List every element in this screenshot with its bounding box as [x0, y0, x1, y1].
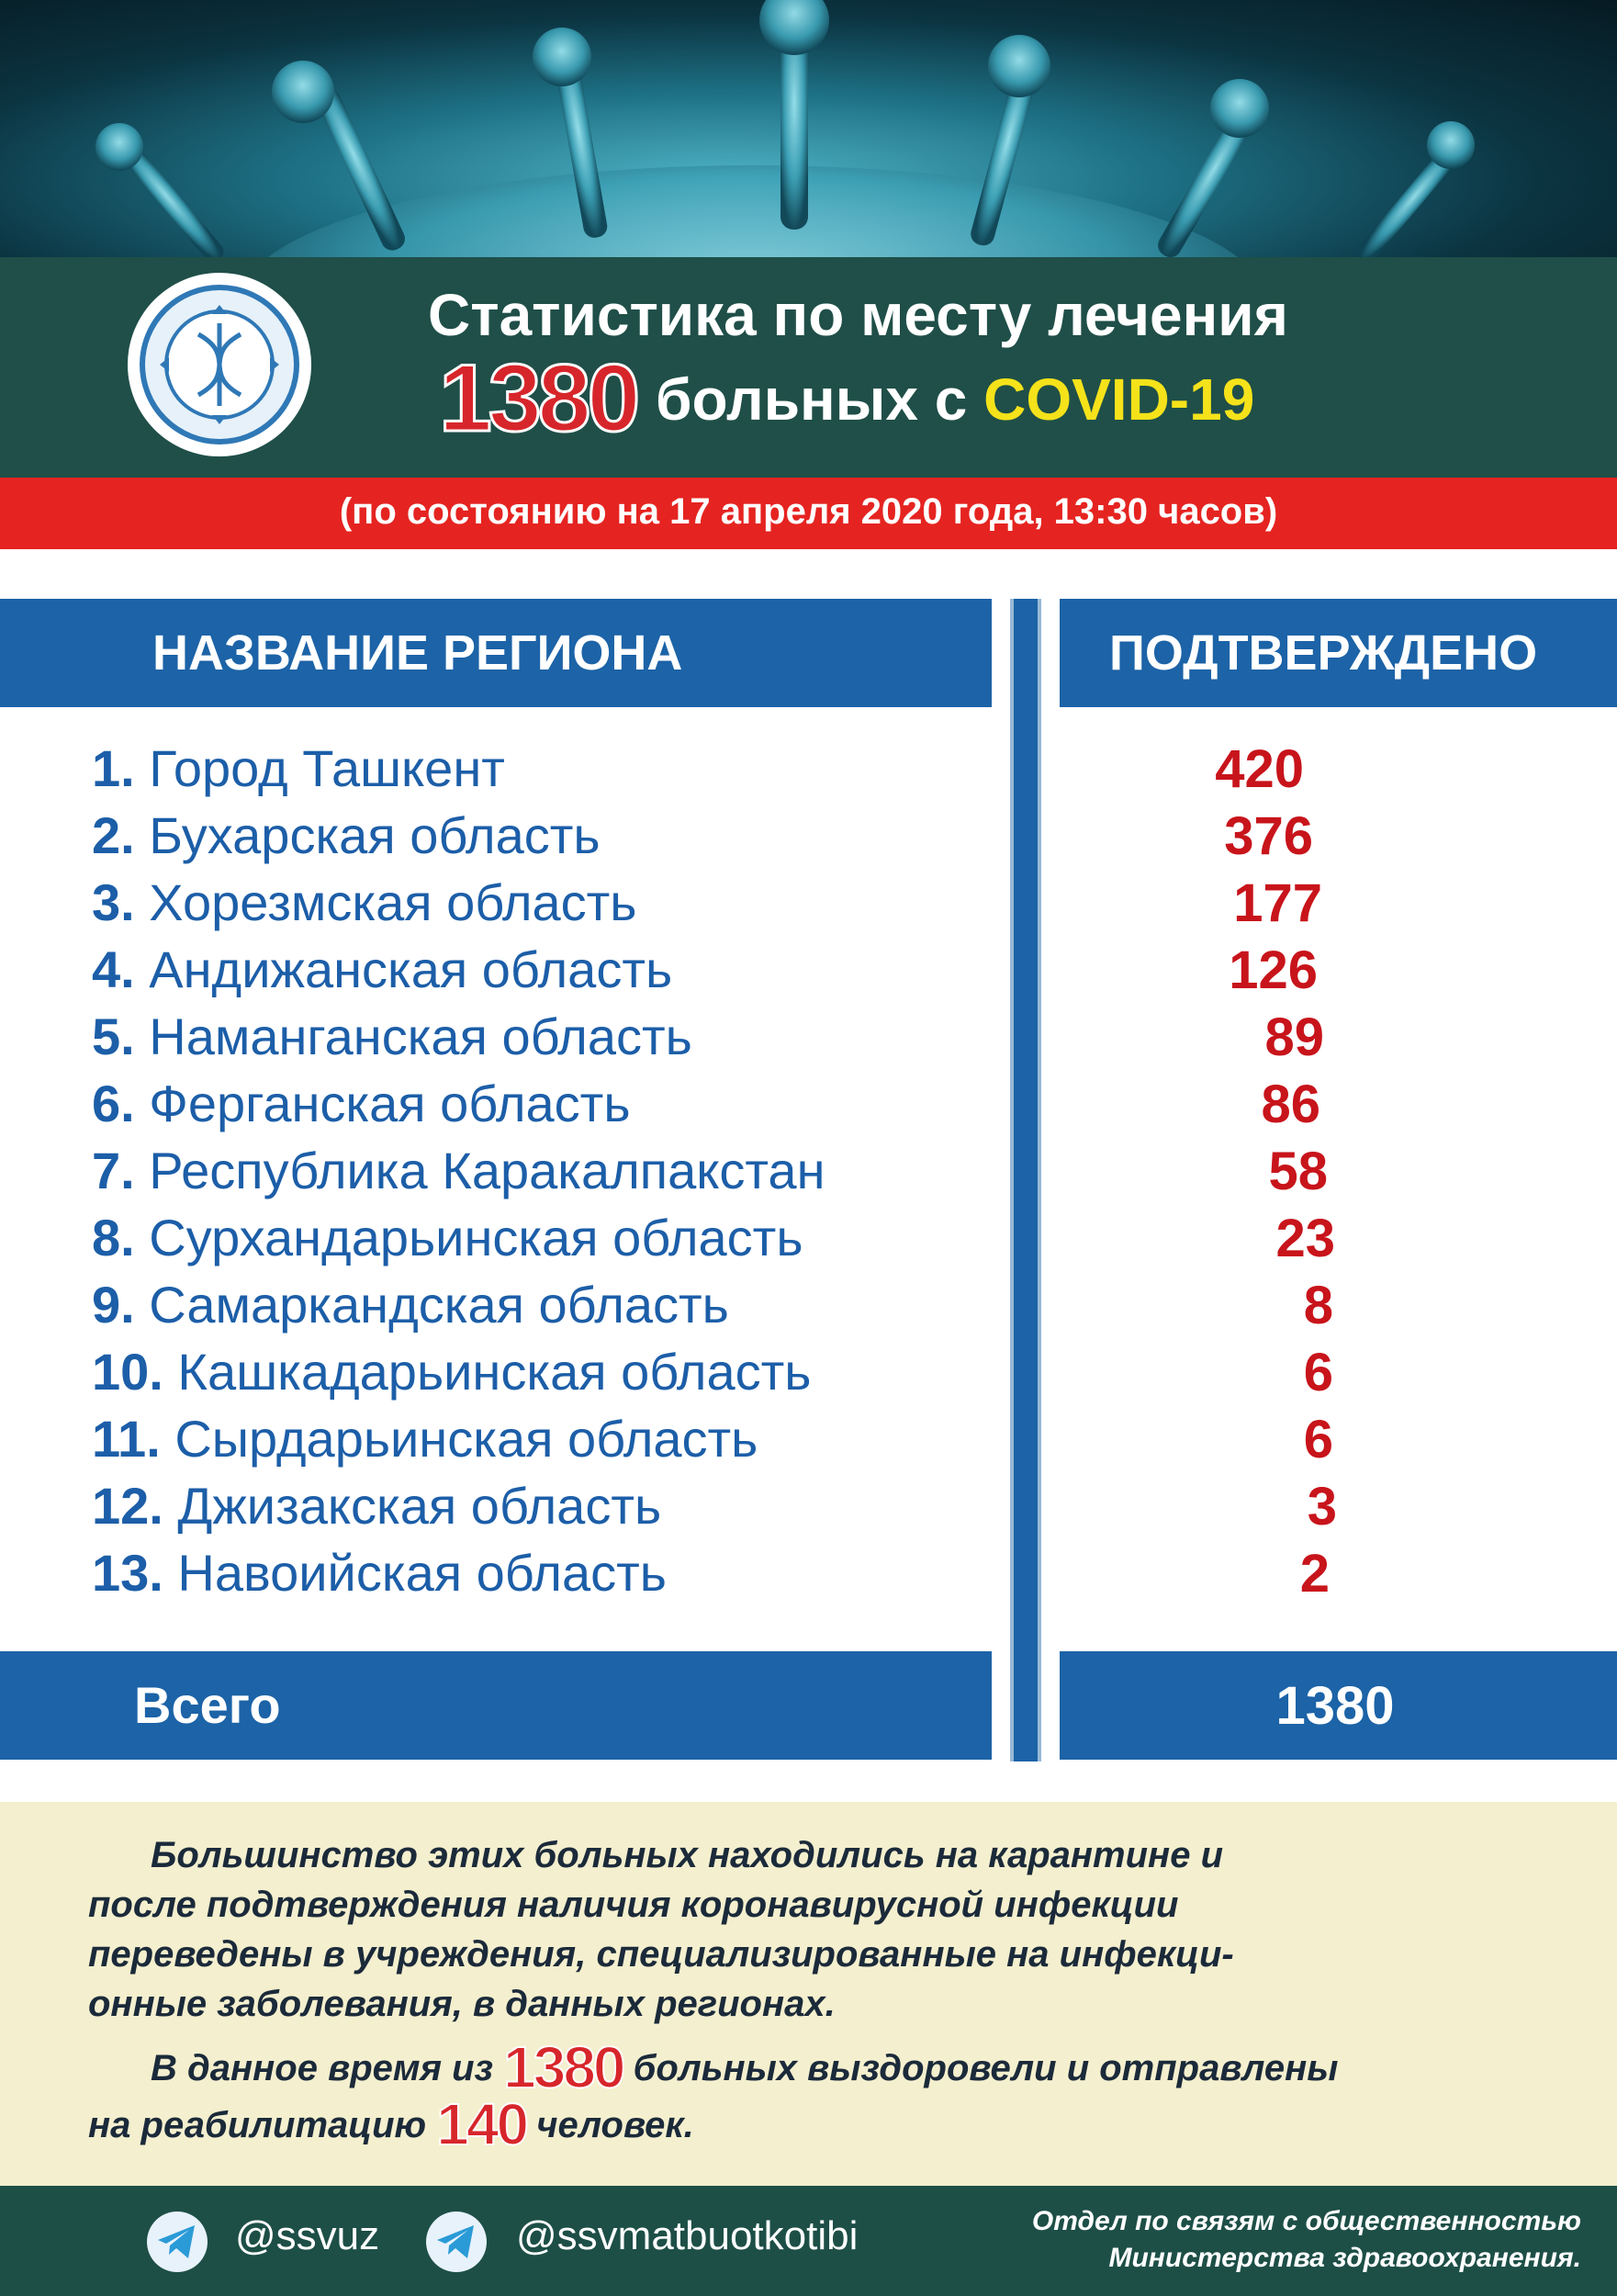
- row-number: 1.: [92, 739, 135, 797]
- region-row: [92, 1409, 758, 1469]
- region-name: Самаркандская область: [149, 1276, 729, 1334]
- region-value: 6: [1303, 1343, 1333, 1402]
- note-box: [0, 1802, 1617, 2186]
- region-name: Навоийская область: [177, 1544, 667, 1602]
- region-value: 8: [1303, 1276, 1333, 1335]
- date-text: (по состоянию на 17 апреля 2020 года, 13:30 часов): [339, 491, 1278, 532]
- row-number: 2.: [92, 806, 135, 864]
- region-value: 6: [1303, 1410, 1333, 1469]
- row-number: 7.: [92, 1142, 135, 1199]
- region-name: Джизакская область: [177, 1477, 662, 1535]
- region-row: [92, 1543, 667, 1603]
- note-line-1: Большинство этих больных находились на карантине и: [151, 1835, 1224, 1875]
- region-value: 3: [1307, 1477, 1337, 1536]
- dept-line-2: Министерства здравоохранения.: [1108, 2243, 1581, 2273]
- region-value: 89: [1264, 1007, 1324, 1067]
- note-line-6: [88, 2090, 694, 2158]
- region-name: Андижанская область: [149, 940, 673, 998]
- note-recovered-number: 140: [436, 2091, 527, 2157]
- region-value: 2: [1299, 1544, 1330, 1604]
- column-divider: [1010, 599, 1041, 1761]
- region-name: Сурхандарьинская область: [149, 1209, 803, 1266]
- region-row: [92, 805, 601, 865]
- region-row: [92, 1476, 661, 1536]
- header-confirmed-label: ПОДТВЕРЖДЕНО: [1109, 625, 1538, 681]
- row-number: 12.: [92, 1477, 163, 1535]
- note-line-6-a: на реабилитацию: [88, 2105, 437, 2145]
- title-line-2: [656, 366, 1254, 433]
- row-number: 6.: [92, 1075, 135, 1132]
- telegram-icon: [426, 2212, 487, 2272]
- region-row: [92, 1074, 631, 1133]
- row-number: 13.: [92, 1544, 163, 1602]
- region-name: Бухарская область: [149, 806, 601, 864]
- total-value: 1380: [1275, 1676, 1395, 1736]
- region-row: [92, 738, 505, 798]
- region-name: Наманганская область: [149, 1007, 692, 1065]
- total-value-bar: [1060, 1651, 1617, 1760]
- virus-hero-image: [0, 0, 1617, 257]
- total-label: Всего: [134, 1676, 281, 1734]
- ministry-logo: [99, 268, 340, 461]
- region-row: [92, 872, 636, 932]
- note-line-4: онные заболевания, в данных регионах.: [88, 1984, 836, 2024]
- region-row: [92, 940, 672, 999]
- title-covid: COVID-19: [983, 366, 1255, 433]
- region-row: [92, 1141, 825, 1200]
- header-confirmed: [1060, 599, 1617, 707]
- note-line-5-a: В данное время из: [151, 2048, 504, 2088]
- note-total-number: 1380: [503, 2034, 623, 2100]
- header-region: [0, 599, 992, 707]
- title-line-2-text: больных с: [656, 366, 984, 433]
- region-name: Республика Каракалпакстан: [149, 1142, 825, 1199]
- note-line-2: после подтверждения наличия коронавирусной инфекции: [88, 1885, 1179, 1925]
- telegram-link-ssvuz[interactable]: @ssvuz: [235, 2213, 380, 2258]
- row-number: 10.: [92, 1343, 163, 1401]
- region-row: [92, 1007, 692, 1066]
- region-value: 420: [1215, 739, 1304, 799]
- row-number: 9.: [92, 1276, 135, 1334]
- footer: [0, 2186, 1617, 2296]
- region-value: 23: [1275, 1209, 1335, 1268]
- region-value: 126: [1229, 940, 1318, 1000]
- region-name: Город Ташкент: [149, 739, 505, 797]
- region-name: Сырдарьинская область: [174, 1410, 758, 1468]
- note-line-5-b: больных выздоровели и отправлены: [623, 2048, 1339, 2088]
- row-number: 8.: [92, 1209, 135, 1266]
- region-value: 86: [1261, 1075, 1320, 1134]
- region-name: Кашкадарьинская область: [177, 1343, 812, 1401]
- region-value: 58: [1268, 1142, 1328, 1201]
- title-total-number: 1380: [439, 345, 637, 452]
- header-region-label: НАЗВАНИЕ РЕГИОНА: [152, 625, 683, 681]
- region-value: 376: [1224, 806, 1313, 866]
- region-name: Ферганская область: [149, 1075, 631, 1132]
- region-row: [92, 1342, 811, 1401]
- note-line-3: переведены в учреждения, специализированные на инфекци-: [88, 1934, 1234, 1975]
- row-number: 11.: [92, 1410, 161, 1468]
- region-value: 177: [1233, 873, 1322, 933]
- total-label-bar: [0, 1651, 992, 1760]
- telegram-icon: [147, 2212, 208, 2272]
- region-row: [92, 1275, 729, 1334]
- row-number: 5.: [92, 1007, 135, 1065]
- row-number: 3.: [92, 873, 135, 931]
- virus-illustration: [0, 0, 1617, 257]
- note-line-6-b: человек.: [526, 2105, 694, 2145]
- dept-line-1: Отдел по связям с общественностью: [1031, 2206, 1581, 2236]
- region-name: Хорезмская область: [149, 873, 637, 931]
- row-number: 4.: [92, 940, 135, 998]
- title-line-1: Статистика по месту лечения: [428, 282, 1288, 348]
- telegram-link-ssvmatbuotkotibi[interactable]: @ssvmatbuotkotibi: [516, 2213, 859, 2258]
- region-row: [92, 1208, 803, 1267]
